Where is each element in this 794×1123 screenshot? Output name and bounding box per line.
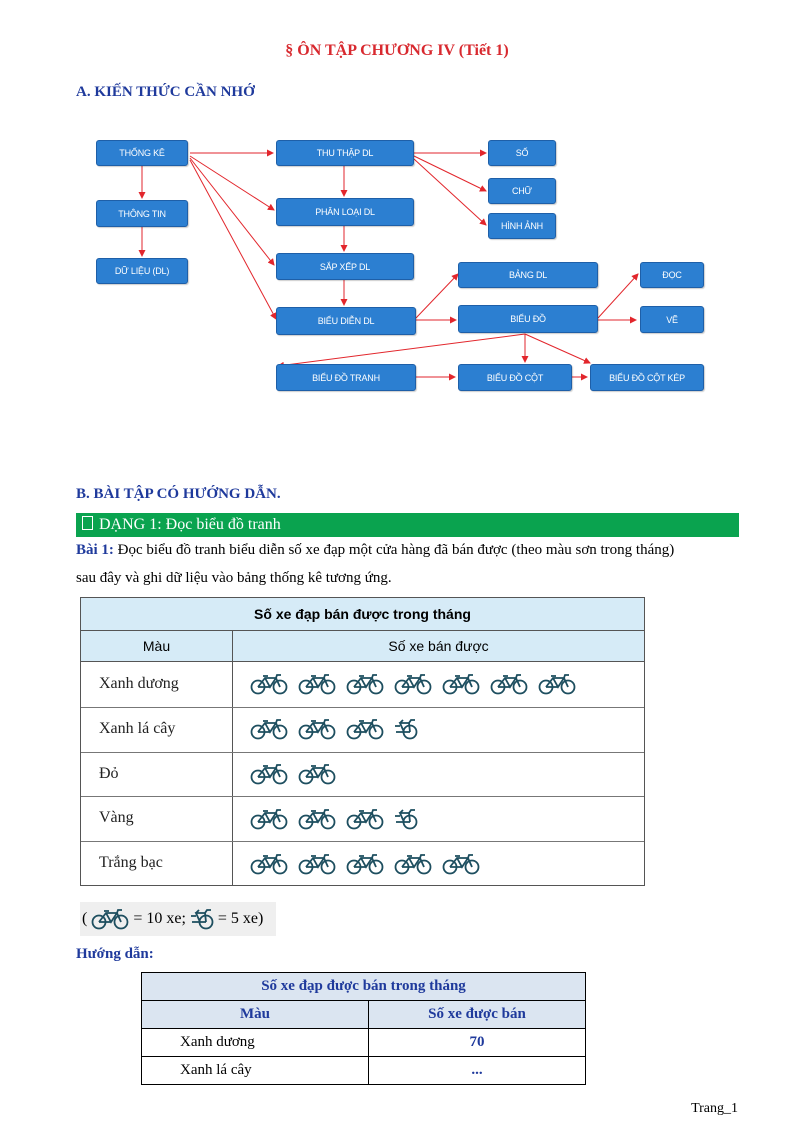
bai-1-text-line2: sau đây và ghi dữ liệu vào bảng thống kê tương ứng.: [76, 570, 392, 586]
legend-full-text: = 10 xe;: [133, 910, 186, 927]
bicycle-full-icon: [345, 853, 385, 875]
bicycle-full-icon: [297, 808, 337, 830]
bai-1-paragraph: [76, 536, 746, 592]
picture-chart-row-label: Đỏ: [99, 764, 119, 782]
picture-chart-legend: [80, 902, 276, 936]
answer-col-count: Số xe được bán: [369, 1001, 586, 1029]
node-bd-tranh: BIỂU ĐỒ TRANH: [276, 364, 416, 391]
page-number: Trang_1: [691, 1101, 738, 1116]
knowledge-mindmap: [0, 0, 794, 420]
picture-chart-row-icons: [249, 853, 481, 875]
answer-table: [141, 972, 586, 1085]
picture-chart-row: [81, 707, 644, 753]
picture-chart-row: [81, 662, 644, 708]
node-phan-loai: PHÂN LOẠI DL: [276, 198, 414, 226]
node-du-lieu: DỮ LIỆU (DL): [96, 258, 188, 284]
node-chu: CHỮ: [488, 178, 556, 204]
picture-chart-row-icons: [249, 673, 577, 695]
legend-open-paren: (: [82, 910, 88, 927]
bicycle-full-icon: [90, 908, 130, 930]
huong-dan-label: Hướng dẫn:: [76, 946, 154, 962]
picture-chart-row-icons: [249, 763, 337, 785]
answer-cell-color: Xanh dương: [142, 1029, 369, 1057]
node-doc: ĐỌC: [640, 262, 704, 288]
bicycle-full-icon: [345, 718, 385, 740]
bicycle-full-icon: [249, 673, 289, 695]
node-bieu-dien: BIỂU DIỄN DL: [276, 307, 416, 335]
arrow-bieudo-doc: [598, 274, 638, 318]
section-a-heading: A. KIẾN THỨC CẦN NHỚ: [76, 84, 255, 100]
node-bd-cot: BIỂU ĐỒ CỘT: [458, 364, 572, 391]
picture-chart-row-label: Trắng bạc: [99, 854, 163, 872]
bicycle-full-icon: [441, 673, 481, 695]
bicycle-full-icon: [249, 718, 289, 740]
picture-chart-col-count: Số xe bán được: [233, 631, 644, 662]
bicycle-full-icon: [345, 808, 385, 830]
node-sap-xep: SẮP XẾP DL: [276, 253, 414, 280]
node-thong-ke: THỐNG KÊ: [96, 140, 188, 166]
arrow-thuthap-chu: [414, 156, 486, 191]
bai-1-text-line1: Đọc biểu đồ tranh biểu diễn số xe đạp một cửa hàng đã bán được (theo màu sơn trong tháng): [117, 542, 675, 558]
table-row: [142, 1029, 586, 1057]
picture-chart-title: Số xe đạp bán được trong tháng: [81, 598, 644, 631]
node-bieu-do: BIỂU ĐỒ: [458, 305, 598, 333]
bicycle-full-icon: [393, 673, 433, 695]
bicycle-half-icon: [189, 908, 215, 930]
arrow-bieudo-bdcotkep: [525, 334, 590, 363]
node-bang-dl: BẢNG DL: [458, 262, 598, 288]
bicycle-full-icon: [297, 718, 337, 740]
picture-chart-row: [81, 796, 644, 842]
dang-1-label: DẠNG 1: Đọc biểu đồ tranh: [99, 516, 281, 533]
picture-chart-row: [81, 841, 644, 886]
answer-table-title: Số xe đạp được bán trong tháng: [142, 973, 586, 1001]
picture-chart-row-label: Xanh dương: [99, 675, 179, 692]
bicycle-full-icon: [249, 853, 289, 875]
dang-1-banner: [76, 513, 739, 537]
arrow-thuthap-hinhanh: [414, 159, 486, 225]
checkbox-icon: [82, 516, 93, 530]
bai-1-label: Bài 1:: [76, 542, 114, 558]
answer-col-color: Màu: [142, 1001, 369, 1029]
bicycle-full-icon: [249, 808, 289, 830]
bicycle-full-icon: [297, 853, 337, 875]
bicycle-full-icon: [249, 763, 289, 785]
bicycle-full-icon: [345, 673, 385, 695]
picture-chart-col-color: Màu: [81, 631, 232, 662]
answer-cell-value[interactable]: 70: [369, 1029, 586, 1057]
node-thu-thap: THU THẬP DL: [276, 140, 414, 166]
picture-chart-row-icons: [249, 808, 419, 830]
bicycle-half-icon: [393, 718, 419, 740]
arrow-bieudien-bangdl: [416, 274, 458, 318]
table-row: [142, 1057, 586, 1085]
picture-chart-table: [80, 597, 645, 886]
node-hinh-anh: HÌNH ẢNH: [488, 213, 556, 239]
answer-cell-value[interactable]: ...: [369, 1057, 586, 1085]
bicycle-full-icon: [441, 853, 481, 875]
picture-chart-row-icons: [249, 718, 419, 740]
legend-half-text: = 5 xe): [217, 910, 264, 927]
node-so: SỐ: [488, 140, 556, 166]
answer-cell-color: Xanh lá cây: [142, 1057, 369, 1085]
picture-chart-row-label: Vàng: [99, 809, 134, 827]
section-b-heading: B. BÀI TẬP CÓ HƯỚNG DẪN.: [76, 486, 281, 502]
picture-chart-row-label: Xanh lá cây: [99, 719, 176, 737]
arrow-bieudo-bdtranh: [278, 334, 525, 366]
node-bd-cot-kep: BIỂU ĐỒ CỘT KÉP: [590, 364, 704, 391]
bicycle-full-icon: [393, 853, 433, 875]
page-title: § ÔN TẬP CHƯƠNG IV (Tiết 1): [285, 42, 509, 59]
node-thong-tin: THÔNG TIN: [96, 200, 188, 227]
bicycle-full-icon: [297, 763, 337, 785]
node-ve: VẼ: [640, 306, 704, 333]
bicycle-full-icon: [537, 673, 577, 695]
bicycle-full-icon: [489, 673, 529, 695]
arrow-thongke-sapxep: [190, 158, 274, 265]
bicycle-half-icon: [393, 808, 419, 830]
picture-chart-row: [81, 752, 644, 798]
bicycle-full-icon: [297, 673, 337, 695]
